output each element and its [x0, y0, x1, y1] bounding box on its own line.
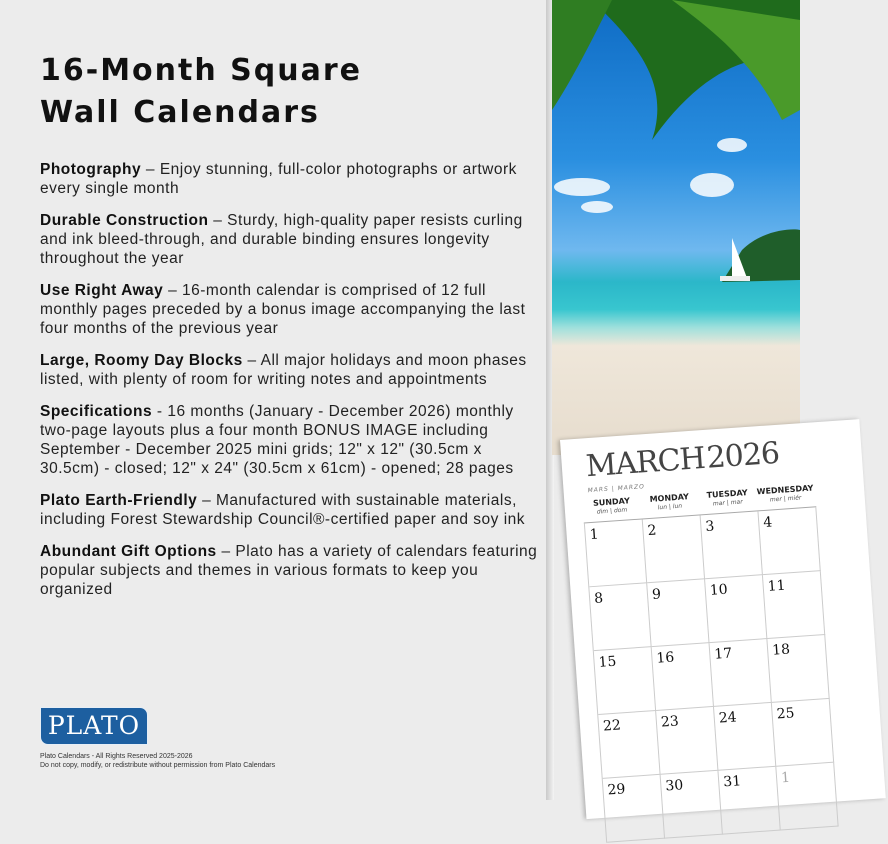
- day-cell: 25: [772, 699, 834, 767]
- feature-text: - 16 months (January - December 2026) monthly two-page layouts plus a four month BONUS IMAGE including September - December 2025 mini grids; 12" x 12" (30.5cm x 30.5cm) - closed; 12" x 24" (30.5cm x 61cm) - opened; 28 pages: [40, 403, 514, 477]
- day-name: MONDAY: [649, 492, 690, 504]
- day-sub: dim | dom: [596, 506, 628, 516]
- feature-heading: Abundant Gift Options: [40, 543, 217, 560]
- day-name: SUNDAY: [592, 496, 631, 508]
- day-name: WEDNESDAY: [756, 483, 814, 497]
- day-cell: 29: [603, 775, 665, 843]
- copyright-line: Do not copy, modify, or redistribute without permission from Plato Calendars: [40, 762, 276, 769]
- day-cell: 1: [776, 763, 838, 831]
- day-sub: mer | miér: [769, 494, 802, 504]
- day-header: [756, 483, 815, 505]
- feature-item: [40, 281, 545, 338]
- palm-leaves-icon: [552, 0, 800, 455]
- feature-item: [40, 351, 545, 389]
- day-cell: 10: [705, 575, 767, 643]
- day-cell: 17: [710, 639, 772, 707]
- feature-item: [40, 491, 545, 529]
- day-cell: 16: [652, 643, 714, 711]
- day-sub: mar | mar: [712, 498, 743, 508]
- beach-photo: [552, 0, 800, 455]
- feature-item: [40, 402, 545, 478]
- day-cell: 15: [594, 647, 656, 715]
- feature-heading: Durable Construction: [40, 212, 209, 229]
- calendar-month: MARCH2026: [584, 435, 781, 485]
- calendar-subtitle: MARS | MARZO: [587, 483, 646, 495]
- day-cell: 22: [598, 711, 660, 779]
- day-cell: 24: [714, 703, 776, 771]
- feature-text: – Plato has a variety of calendars featuring popular subjects and themes in various formats to keep you organized: [40, 543, 538, 598]
- day-cell: 8: [589, 583, 651, 651]
- day-cell: 30: [661, 771, 723, 839]
- copyright-line: Plato Calendars - All Rights Reserved 2025-2026: [40, 753, 193, 760]
- day-sub: lun | lun: [657, 502, 683, 512]
- calendar-page: [560, 419, 886, 819]
- day-header: [582, 496, 641, 518]
- day-cell: 23: [656, 707, 718, 775]
- feature-heading: Use Right Away: [40, 282, 164, 299]
- product-description: [40, 50, 545, 612]
- plato-logo: PLATO: [40, 707, 148, 745]
- feature-heading: Large, Roomy Day Blocks: [40, 352, 243, 369]
- feature-text: – Sturdy, high-quality paper resists curling and ink bleed-through, and durable binding ensures longevity throughout the year: [40, 212, 523, 267]
- page-title: 16-Month Square Wall Calendars: [40, 53, 362, 130]
- day-cell: 31: [718, 767, 780, 835]
- day-cell: 4: [758, 507, 820, 575]
- day-header: [640, 492, 699, 514]
- feature-text: – 16-month calendar is comprised of 12 full monthly pages preceded by a bonus image accompanying the last four months of the previous year: [40, 282, 526, 337]
- feature-text: – Manufactured with sustainable materials, including Forest Stewardship Council®-certified paper and soy ink: [40, 492, 526, 528]
- day-cell: 1: [585, 519, 647, 587]
- feature-text: – Enjoy stunning, full-color photographs or artwork every single month: [40, 161, 517, 197]
- copyright: [40, 752, 275, 770]
- day-cell: 9: [647, 579, 709, 647]
- feature-item: [40, 211, 545, 268]
- feature-heading: Plato Earth-Friendly: [40, 492, 198, 509]
- feature-heading: Specifications: [40, 403, 153, 420]
- feature-item: [40, 160, 545, 198]
- day-cell: 3: [701, 511, 763, 579]
- day-cell: 18: [767, 635, 829, 703]
- day-name: TUESDAY: [706, 488, 748, 500]
- feature-heading: Photography: [40, 161, 142, 178]
- feature-text: – All major holidays and moon phases listed, with plenty of room for writing notes and appointments: [40, 352, 527, 388]
- day-cell: 11: [763, 571, 825, 639]
- day-cell: 2: [643, 515, 705, 583]
- calendar-grid: [584, 506, 839, 842]
- feature-item: [40, 542, 545, 599]
- day-header: [698, 487, 757, 509]
